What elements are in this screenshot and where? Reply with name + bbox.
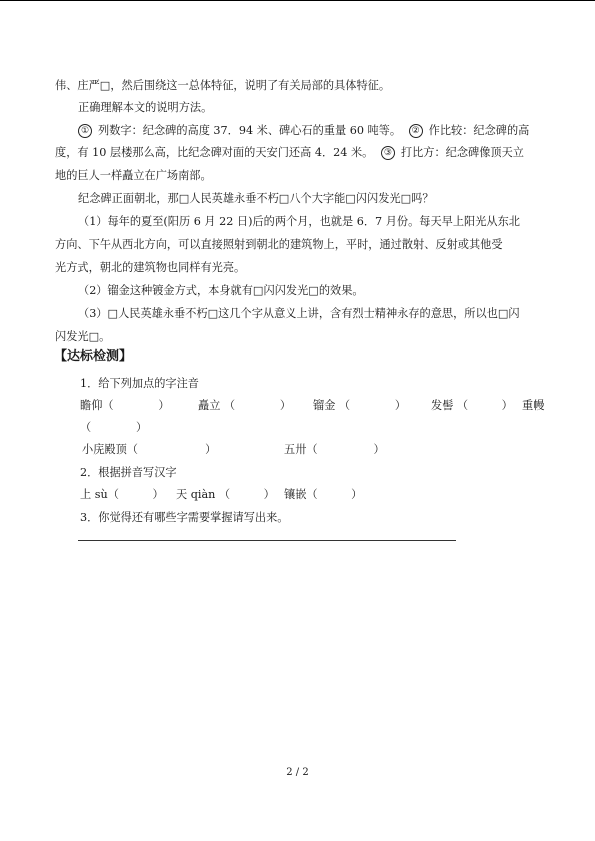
method-text: 列数字：纪念碑的高度 37．94 米、碑心石的重量 60 吨等。: [98, 124, 402, 137]
pinyin-item: 矗立 （ ）: [198, 399, 292, 412]
method-text: 作比较：纪念碑的高: [428, 124, 530, 137]
question-1-title: 1．给下列加点的字注音: [80, 377, 199, 390]
hanzi-item: 镶嵌（ ）: [284, 488, 363, 501]
circled-number-3: ③: [381, 146, 395, 160]
paragraph-line: （3）□人民英雄永垂不朽□这几个字从意义上讲，含有烈士精神永存的意思，所以也□闪: [78, 307, 520, 320]
question-3-title: 3．你觉得还有哪些字需要掌握请写出来。: [80, 511, 289, 524]
paragraph-line: 地的巨人一样矗立在广场南部。: [55, 169, 212, 182]
paragraph-line: （1）每年的夏至(阳历 6 月 22 日)后的两个月，也就是 6．7 月份。每天早上阳光从东北: [78, 215, 520, 228]
paragraph-line: 方向、下午从西北方向，可以直接照射到朝北的建筑物上，平时，通过散射、反射或其他受: [55, 238, 503, 251]
method-text: 度，有 10 层楼那么高，比纪念碑对面的天安门还高 4．24 米。: [55, 146, 374, 159]
pinyin-item: 发髻 （ ）: [431, 399, 513, 412]
circled-number-2: ②: [409, 124, 423, 138]
paragraph-line: 伟、庄严□，然后围绕这一总体特征，说明了有关局部的具体特征。: [55, 79, 391, 92]
question-2-title: 2．根据拼音写汉字: [80, 466, 177, 479]
pinyin-item: 瞻仰（ ）: [80, 399, 170, 412]
paragraph-line: [78, 124, 529, 138]
pinyin-item: 小庑殿顶（ ）: [82, 443, 217, 456]
paragraph-line: （2）镏金这种镀金方式，本身就有□闪闪发光□的效果。: [78, 284, 364, 297]
hanzi-item: 上 sù（ ）: [80, 488, 164, 501]
pinyin-item-continued: （ ）: [80, 421, 148, 434]
answer-underline: [78, 540, 456, 541]
paragraph-line: 闪发光□。: [55, 330, 111, 343]
paragraph-line: [55, 146, 524, 160]
paragraph-line: 光方式，朝北的建筑物也同样有光亮。: [55, 261, 246, 274]
circled-number-1: ①: [78, 124, 92, 138]
section-heading: 【达标检测】: [54, 349, 133, 364]
pinyin-item: 镏金 （ ）: [313, 399, 407, 412]
paragraph-line: 纪念碑正面朝北，那□人民英雄永垂不朽□八个大字能□闪闪发光□吗？: [78, 192, 434, 205]
page-number: 2 / 2: [286, 767, 309, 778]
pinyin-item: 五卅（ ）: [284, 443, 385, 456]
pinyin-item: 重幔: [522, 399, 545, 412]
method-text: 打比方：纪念碑像顶天立: [400, 146, 524, 159]
top-border-rule: [0, 0, 595, 1]
paragraph-line: 正确理解本文的说明方法。: [78, 101, 213, 114]
hanzi-item: 天 qiàn （ ）: [176, 488, 275, 501]
